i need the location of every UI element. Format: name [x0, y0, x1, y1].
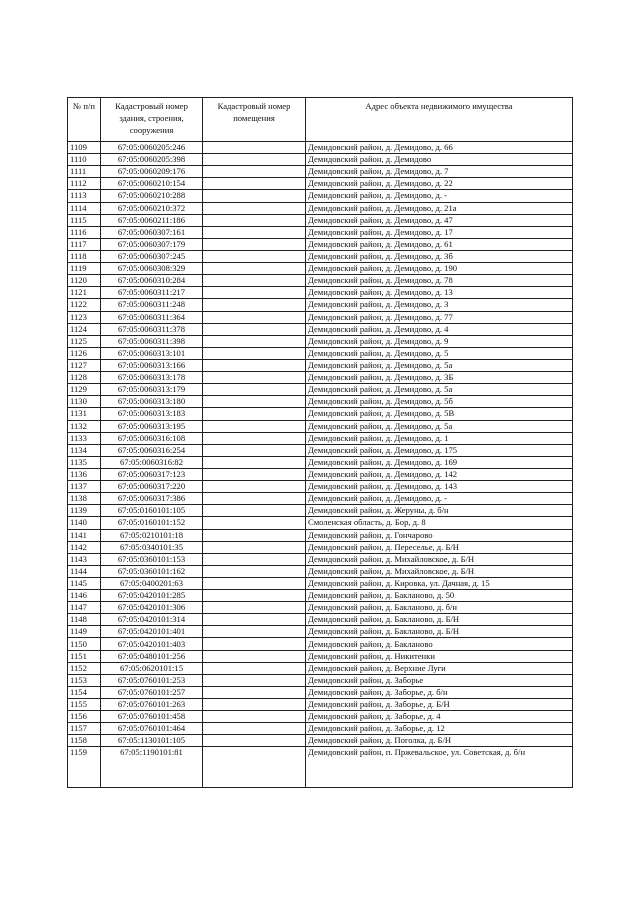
row-number: 1136	[68, 468, 101, 480]
table-row	[68, 456, 573, 468]
table-row	[68, 299, 573, 311]
building-cadastral-number: 67:05:0060311:364	[101, 311, 203, 323]
row-number: 1113	[68, 190, 101, 202]
object-address: Демидовский район, д. Демидово, д. 5В	[306, 408, 573, 420]
row-number: 1151	[68, 650, 101, 662]
table-row	[68, 202, 573, 214]
row-number: 1150	[68, 638, 101, 650]
object-address: Демидовский район, д. Михайловское, д. Б/Н	[306, 553, 573, 565]
object-address: Демидовский район, д. Никитенки	[306, 650, 573, 662]
room-cadastral-number	[203, 711, 306, 723]
object-address: Демидовский район, д. Демидово, д. 190	[306, 263, 573, 275]
object-address: Демидовский район, д. Демидово, д. 142	[306, 468, 573, 480]
building-cadastral-number: 67:05:0060316:108	[101, 432, 203, 444]
room-cadastral-number	[203, 372, 306, 384]
table-row	[68, 263, 573, 275]
room-cadastral-number	[203, 493, 306, 505]
building-cadastral-number: 67:05:0160101:105	[101, 505, 203, 517]
room-cadastral-number	[203, 529, 306, 541]
room-cadastral-number	[203, 190, 306, 202]
object-address: Демидовский район, д. Демидово, д. 1	[306, 432, 573, 444]
header-room-cadastral: Кадастровый номер помещения	[203, 98, 306, 142]
table-row	[68, 614, 573, 626]
building-cadastral-number: 67:05:0760101:464	[101, 723, 203, 735]
table-row	[68, 347, 573, 359]
building-cadastral-number: 67:05:0060205:398	[101, 154, 203, 166]
object-address: Демидовский район, д. Заборье, д. 12	[306, 723, 573, 735]
row-number: 1112	[68, 178, 101, 190]
row-number: 1149	[68, 626, 101, 638]
row-number: 1129	[68, 384, 101, 396]
row-number: 1131	[68, 408, 101, 420]
object-address: Демидовский район, д. Демидово, д. 4	[306, 323, 573, 335]
building-cadastral-number: 67:05:0060313:101	[101, 347, 203, 359]
object-address: Демидовский район, д. Демидово, д. 17	[306, 226, 573, 238]
row-number: 1109	[68, 142, 101, 154]
room-cadastral-number	[203, 468, 306, 480]
row-number: 1138	[68, 493, 101, 505]
building-cadastral-number: 67:05:0420101:306	[101, 602, 203, 614]
building-cadastral-number: 67:05:0420101:403	[101, 638, 203, 650]
table-row	[68, 723, 573, 735]
room-cadastral-number	[203, 178, 306, 190]
row-number: 1118	[68, 250, 101, 262]
table-row	[68, 384, 573, 396]
object-address: Демидовский район, д. Заборье	[306, 674, 573, 686]
building-cadastral-number: 67:05:0760101:263	[101, 699, 203, 711]
room-cadastral-number	[203, 142, 306, 154]
table-row	[68, 311, 573, 323]
object-address: Демидовский район, д. Демидово, д. 169	[306, 456, 573, 468]
row-number: 1121	[68, 287, 101, 299]
room-cadastral-number	[203, 577, 306, 589]
object-address: Демидовский район, д. Переселье, д. Б/Н	[306, 541, 573, 553]
building-cadastral-number: 67:05:0620101:15	[101, 662, 203, 674]
table-row	[68, 590, 573, 602]
room-cadastral-number	[203, 238, 306, 250]
table-row	[68, 699, 573, 711]
object-address: Демидовский район, д. Демидово	[306, 154, 573, 166]
row-number: 1133	[68, 432, 101, 444]
object-address: Демидовский район, д. Заборье, д. б/н	[306, 686, 573, 698]
table-row	[68, 323, 573, 335]
row-number: 1120	[68, 275, 101, 287]
table-row	[68, 432, 573, 444]
building-cadastral-number: 67:05:0060313:166	[101, 359, 203, 371]
row-number: 1111	[68, 166, 101, 178]
room-cadastral-number	[203, 602, 306, 614]
room-cadastral-number	[203, 287, 306, 299]
room-cadastral-number	[203, 299, 306, 311]
table-row	[68, 226, 573, 238]
room-cadastral-number	[203, 444, 306, 456]
row-number: 1159	[68, 747, 101, 788]
object-address: Демидовский район, д. Демидово, д. 21а	[306, 202, 573, 214]
row-number: 1130	[68, 396, 101, 408]
building-cadastral-number: 67:05:0060313:183	[101, 408, 203, 420]
building-cadastral-number: 67:05:0060209:176	[101, 166, 203, 178]
table-row	[68, 214, 573, 226]
object-address: Демидовский район, д. Демидово, д. 47	[306, 214, 573, 226]
building-cadastral-number: 67:05:0210101:18	[101, 529, 203, 541]
building-cadastral-number: 67:05:0060317:123	[101, 468, 203, 480]
object-address: Демидовский район, д. Гончарово	[306, 529, 573, 541]
table-header-row	[68, 98, 573, 142]
room-cadastral-number	[203, 590, 306, 602]
row-number: 1124	[68, 323, 101, 335]
row-number: 1127	[68, 359, 101, 371]
table-row	[68, 250, 573, 262]
table-row	[68, 335, 573, 347]
room-cadastral-number	[203, 432, 306, 444]
object-address: Демидовский район, д. Демидово, д. 3б	[306, 250, 573, 262]
table-row	[68, 372, 573, 384]
building-cadastral-number: 67:05:0060316:82	[101, 456, 203, 468]
row-number: 1123	[68, 311, 101, 323]
table-row	[68, 420, 573, 432]
room-cadastral-number	[203, 166, 306, 178]
row-number: 1144	[68, 565, 101, 577]
table-row	[68, 638, 573, 650]
room-cadastral-number	[203, 311, 306, 323]
object-address: Демидовский район, д. Бакланово, д. Б/Н	[306, 614, 573, 626]
room-cadastral-number	[203, 505, 306, 517]
room-cadastral-number	[203, 686, 306, 698]
row-number: 1140	[68, 517, 101, 529]
room-cadastral-number	[203, 214, 306, 226]
row-number: 1148	[68, 614, 101, 626]
building-cadastral-number: 67:05:0340101:35	[101, 541, 203, 553]
building-cadastral-number: 67:05:0420101:314	[101, 614, 203, 626]
table-row	[68, 747, 573, 788]
object-address: Демидовский район, д. Жеруны, д. б/н	[306, 505, 573, 517]
room-cadastral-number	[203, 553, 306, 565]
table-row	[68, 275, 573, 287]
table-row	[68, 190, 573, 202]
building-cadastral-number: 67:05:0060308:329	[101, 263, 203, 275]
building-cadastral-number: 67:05:0760101:253	[101, 674, 203, 686]
building-cadastral-number: 67:05:0060313:180	[101, 396, 203, 408]
table-row	[68, 287, 573, 299]
table-row	[68, 408, 573, 420]
building-cadastral-number: 67:05:0360101:153	[101, 553, 203, 565]
building-cadastral-number: 67:05:0420101:401	[101, 626, 203, 638]
room-cadastral-number	[203, 263, 306, 275]
room-cadastral-number	[203, 699, 306, 711]
object-address: Демидовский район, д. Демидово, д. 5а	[306, 420, 573, 432]
building-cadastral-number: 67:05:0060310:284	[101, 275, 203, 287]
building-cadastral-number: 67:05:0060311:217	[101, 287, 203, 299]
row-number: 1152	[68, 662, 101, 674]
building-cadastral-number: 67:05:0400201:63	[101, 577, 203, 589]
building-cadastral-number: 67:05:0060210:154	[101, 178, 203, 190]
building-cadastral-number: 67:05:0060316:254	[101, 444, 203, 456]
building-cadastral-number: 67:05:0360101:162	[101, 565, 203, 577]
room-cadastral-number	[203, 638, 306, 650]
object-address: Демидовский район, п. Пржевальское, ул. Советская, д. б/н	[306, 747, 573, 788]
table-row	[68, 396, 573, 408]
room-cadastral-number	[203, 747, 306, 788]
table-row	[68, 650, 573, 662]
room-cadastral-number	[203, 250, 306, 262]
room-cadastral-number	[203, 626, 306, 638]
room-cadastral-number	[203, 674, 306, 686]
building-cadastral-number: 67:05:0060311:398	[101, 335, 203, 347]
room-cadastral-number	[203, 384, 306, 396]
object-address: Демидовский район, д. Демидово, д. 143	[306, 481, 573, 493]
object-address: Демидовский район, д. Бакланово, д. б/н	[306, 602, 573, 614]
room-cadastral-number	[203, 323, 306, 335]
row-number: 1125	[68, 335, 101, 347]
row-number: 1135	[68, 456, 101, 468]
object-address: Демидовский район, д. Заборье, д. 4	[306, 711, 573, 723]
room-cadastral-number	[203, 481, 306, 493]
header-number: № п/п	[68, 98, 101, 142]
row-number: 1137	[68, 481, 101, 493]
row-number: 1142	[68, 541, 101, 553]
table-row	[68, 626, 573, 638]
building-cadastral-number: 67:05:0060211:186	[101, 214, 203, 226]
room-cadastral-number	[203, 226, 306, 238]
room-cadastral-number	[203, 662, 306, 674]
building-cadastral-number: 67:05:0760101:257	[101, 686, 203, 698]
table-row	[68, 577, 573, 589]
row-number: 1157	[68, 723, 101, 735]
object-address: Демидовский район, д. Бакланово	[306, 638, 573, 650]
building-cadastral-number: 67:05:0060317:386	[101, 493, 203, 505]
row-number: 1126	[68, 347, 101, 359]
room-cadastral-number	[203, 517, 306, 529]
table-row	[68, 517, 573, 529]
table-row	[68, 662, 573, 674]
building-cadastral-number: 67:05:0060205:246	[101, 142, 203, 154]
building-cadastral-number: 67:05:0760101:458	[101, 711, 203, 723]
table-row	[68, 602, 573, 614]
object-address: Демидовский район, д. Демидово, д. 77	[306, 311, 573, 323]
table-row	[68, 178, 573, 190]
row-number: 1132	[68, 420, 101, 432]
room-cadastral-number	[203, 347, 306, 359]
object-address: Демидовский район, д. Демидово, д. 5б	[306, 396, 573, 408]
table-row	[68, 166, 573, 178]
row-number: 1122	[68, 299, 101, 311]
building-cadastral-number: 67:05:1130101:105	[101, 735, 203, 747]
room-cadastral-number	[203, 396, 306, 408]
table-row	[68, 553, 573, 565]
object-address: Демидовский район, д. Демидово, д. 5а	[306, 384, 573, 396]
room-cadastral-number	[203, 408, 306, 420]
room-cadastral-number	[203, 420, 306, 432]
object-address: Демидовский район, д. Заборье, д. Б/Н	[306, 699, 573, 711]
row-number: 1156	[68, 711, 101, 723]
object-address: Смоленская область, д. Бор, д. 8	[306, 517, 573, 529]
table-row	[68, 711, 573, 723]
table-body	[68, 142, 573, 788]
row-number: 1146	[68, 590, 101, 602]
room-cadastral-number	[203, 650, 306, 662]
building-cadastral-number: 67:05:1190101:81	[101, 747, 203, 788]
header-address: Адрес объекта недвижимого имущества	[306, 98, 573, 142]
table-row	[68, 735, 573, 747]
object-address: Демидовский район, д. Демидово, д. 61	[306, 238, 573, 250]
row-number: 1145	[68, 577, 101, 589]
building-cadastral-number: 67:05:0060210:288	[101, 190, 203, 202]
room-cadastral-number	[203, 614, 306, 626]
room-cadastral-number	[203, 359, 306, 371]
room-cadastral-number	[203, 723, 306, 735]
building-cadastral-number: 67:05:0060311:248	[101, 299, 203, 311]
room-cadastral-number	[203, 335, 306, 347]
building-cadastral-number: 67:05:0060311:378	[101, 323, 203, 335]
room-cadastral-number	[203, 154, 306, 166]
table-row	[68, 154, 573, 166]
building-cadastral-number: 67:05:0060313:178	[101, 372, 203, 384]
object-address: Демидовский район, д. Бакланово, д. 50	[306, 590, 573, 602]
object-address: Демидовский район, д. Верхние Луги	[306, 662, 573, 674]
table-row	[68, 444, 573, 456]
table-row	[68, 493, 573, 505]
row-number: 1139	[68, 505, 101, 517]
building-cadastral-number: 67:05:0060313:179	[101, 384, 203, 396]
table-row	[68, 505, 573, 517]
object-address: Демидовский район, д. Демидово, д. 7	[306, 166, 573, 178]
building-cadastral-number: 67:05:0060307:179	[101, 238, 203, 250]
table-row	[68, 686, 573, 698]
row-number: 1116	[68, 226, 101, 238]
building-cadastral-number: 67:05:0480101:256	[101, 650, 203, 662]
object-address: Демидовский район, д. Демидово, д. 5	[306, 347, 573, 359]
object-address: Демидовский район, д. Демидово, д. 9	[306, 335, 573, 347]
table-row	[68, 359, 573, 371]
row-number: 1154	[68, 686, 101, 698]
table-row	[68, 142, 573, 154]
table-row	[68, 565, 573, 577]
building-cadastral-number: 67:05:0060313:195	[101, 420, 203, 432]
row-number: 1134	[68, 444, 101, 456]
row-number: 1114	[68, 202, 101, 214]
object-address: Демидовский район, д. Демидово, д. -	[306, 493, 573, 505]
header-building-cadastral: Кадастровый номер здания, строения, сооружения	[101, 98, 203, 142]
object-address: Демидовский район, д. Демидово, д. 175	[306, 444, 573, 456]
row-number: 1110	[68, 154, 101, 166]
room-cadastral-number	[203, 735, 306, 747]
table-row	[68, 674, 573, 686]
object-address: Демидовский район, д. Демидово, д. 3	[306, 299, 573, 311]
row-number: 1117	[68, 238, 101, 250]
row-number: 1155	[68, 699, 101, 711]
room-cadastral-number	[203, 275, 306, 287]
object-address: Демидовский район, д. Демидово, д. -	[306, 190, 573, 202]
object-address: Демидовский район, д. Кировка, ул. Дачная, д. 15	[306, 577, 573, 589]
row-number: 1158	[68, 735, 101, 747]
row-number: 1128	[68, 372, 101, 384]
building-cadastral-number: 67:05:0160101:152	[101, 517, 203, 529]
row-number: 1141	[68, 529, 101, 541]
table-row	[68, 529, 573, 541]
object-address: Демидовский район, д. Демидово, д. 3Б	[306, 372, 573, 384]
object-address: Демидовский район, д. Демидово, д. 78	[306, 275, 573, 287]
room-cadastral-number	[203, 456, 306, 468]
table-row	[68, 468, 573, 480]
object-address: Демидовский район, д. Михайловское, д. Б/Н	[306, 565, 573, 577]
row-number: 1143	[68, 553, 101, 565]
row-number: 1119	[68, 263, 101, 275]
building-cadastral-number: 67:05:0060317:220	[101, 481, 203, 493]
property-register-table	[67, 97, 573, 788]
row-number: 1147	[68, 602, 101, 614]
table-row	[68, 481, 573, 493]
object-address: Демидовский район, д. Бакланово, д. Б/Н	[306, 626, 573, 638]
object-address: Демидовский район, д. Демидово, д. 22	[306, 178, 573, 190]
object-address: Демидовский район, д. Демидово, д. 13	[306, 287, 573, 299]
object-address: Демидовский район, д. Поголка, д. Б/Н	[306, 735, 573, 747]
room-cadastral-number	[203, 202, 306, 214]
building-cadastral-number: 67:05:0420101:285	[101, 590, 203, 602]
building-cadastral-number: 67:05:0060210:372	[101, 202, 203, 214]
room-cadastral-number	[203, 541, 306, 553]
building-cadastral-number: 67:05:0060307:245	[101, 250, 203, 262]
table-row	[68, 541, 573, 553]
room-cadastral-number	[203, 565, 306, 577]
object-address: Демидовский район, д. Демидово, д. 5а	[306, 359, 573, 371]
table-row	[68, 238, 573, 250]
object-address: Демидовский район, д. Демидово, д. 66	[306, 142, 573, 154]
building-cadastral-number: 67:05:0060307:161	[101, 226, 203, 238]
row-number: 1115	[68, 214, 101, 226]
row-number: 1153	[68, 674, 101, 686]
